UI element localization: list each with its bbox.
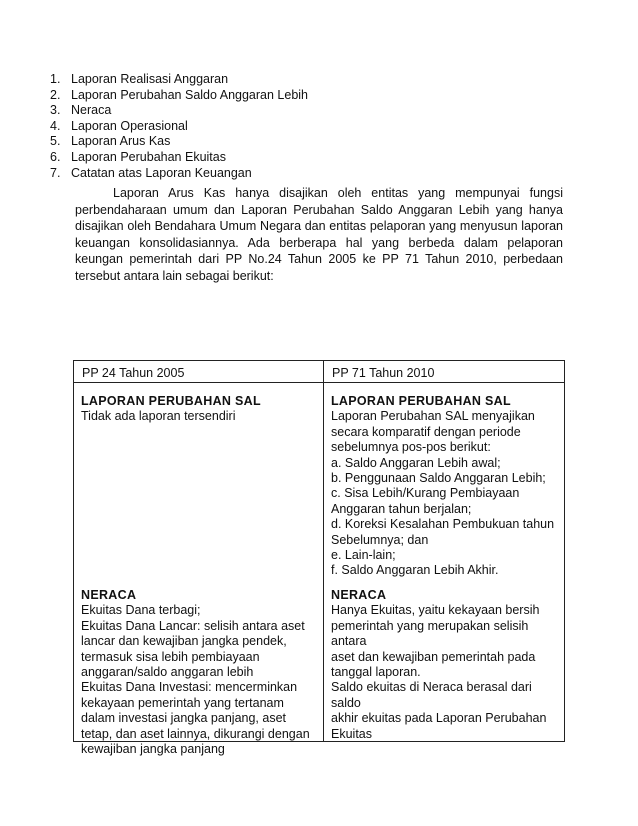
list-item-label: Laporan Arus Kas [71,134,171,149]
section-heading: LAPORAN PERUBAHAN SAL [81,394,261,408]
list-item-label: Catatan atas Laporan Keuangan [71,165,252,180]
list-item: 5. Laporan Arus Kas [50,134,171,149]
column-header-pp71: PP 71 Tahun 2010 [324,361,565,383]
table-cell-pp71 [324,383,565,742]
list-item: 2. Laporan Perubahan Saldo Anggaran Lebih [50,87,309,102]
section-text: Ekuitas Dana terbagi; Ekuitas Dana Lancar: selisih antara aset lancar dan kewajiban jangka pendek, termasuk sisa lebih pembiayaan anggaran/saldo anggaran lebih Ekuitas Dana Investasi: mencerminkan kekayaan pemerintah yang tertanam dalam investasi jangka panjang, aset tetap, dan aset lainnya, dikurangi dengan kewajiban jangka panjang [81,603,310,757]
sal-section-pp24 [81,394,319,425]
column-header-pp24: PP 24 Tahun 2005 [74,361,324,383]
table-cell-pp24 [74,383,324,757]
section-text: Hanya Ekuitas, yaitu kekayaan bersih pemerintah yang merupakan selisih antara aset dan kewajiban pemerintah pada tanggal laporan. Saldo ekuitas di Neraca berasal dari saldo akhir ekuitas pada Laporan Perubahan Ekuitas [331,603,547,741]
report-list [50,72,308,181]
section-heading: LAPORAN PERUBAHAN SAL [331,394,511,408]
list-item-label: Laporan Realisasi Anggaran [71,72,229,86]
section-text: Tidak ada laporan tersendiri [81,409,236,424]
neraca-section-pp71 [331,588,560,742]
neraca-section-pp24 [81,588,319,757]
body-paragraph: Laporan Arus Kas hanya disajikan oleh entitas yang mempunyai fungsi perbendaharaan umum dan Laporan Perubahan Saldo Anggaran Lebih yang hanya disajikan oleh Bendahara Umum Negara dan entitas pelaporan yang menyusun laporan keuangan konsolidasiannya. Ada berberapa hal yang berbeda dalam pelaporan keungan pemerintah dari PP No.24 Tahun 2005 ke PP 71 Tahun 2010, perbedaan tersebut antara lain sebagai berikut: [75,186,563,283]
list-item: 3. Neraca [50,103,112,118]
list-item-label: Laporan Perubahan Ekuitas [71,149,226,164]
list-item: 6. Laporan Perubahan Ekuitas [50,149,226,164]
section-text: Laporan Perubahan SAL menyajikan secara komparatif dengan periode sebelumnya pos-pos berikut: a. Saldo Anggaran Lebih awal; b. Penggunaan Saldo Anggaran Lebih; c. Sisa Lebih/Kurang Pembiayaan Anggaran tahun berjalan; d. Koreksi Kesalahan Pembukuan tahun Sebelumnya; dan e. Lain-lain; f. Saldo Anggaran Lebih Akhir. [331,409,555,578]
list-item-label: Neraca [71,103,112,118]
table-header-row [74,361,565,383]
comparison-table [73,360,565,757]
section-heading: NERACA [331,588,387,602]
section-heading: NERACA [81,588,137,602]
list-item-label: Laporan Operasional [71,118,188,133]
table-row [74,383,565,742]
list-item-label: Laporan Perubahan Saldo Anggaran Lebih [71,87,309,102]
list-item: 4. Laporan Operasional [50,118,188,133]
list-item: 1. Laporan Realisasi Anggaran [50,72,229,86]
list-item: 7. Catatan atas Laporan Keuangan [50,165,252,180]
sal-section-pp71 [331,394,560,579]
